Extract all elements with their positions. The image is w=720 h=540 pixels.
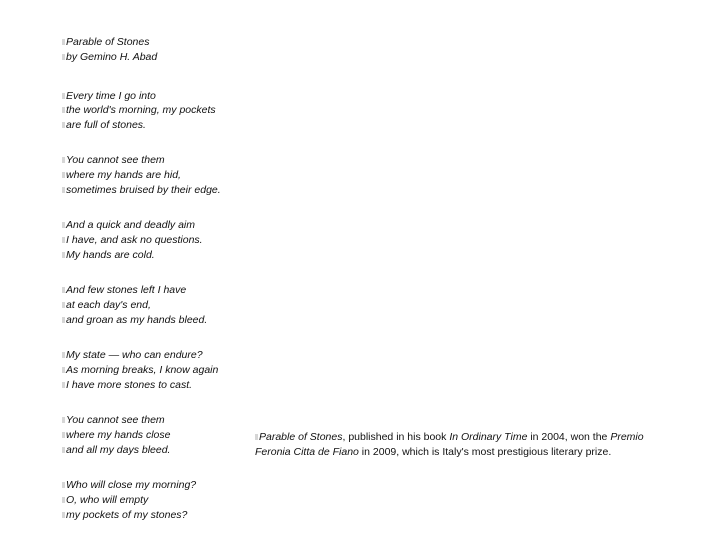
poem-line-text: and all my days bleed. (66, 443, 171, 456)
poem-line (62, 363, 262, 378)
poem-line-text: As morning breaks, I know again (66, 363, 219, 376)
poem-line-text: And a quick and deadly aim (66, 219, 195, 232)
poem-line-text: and groan as my hands bleed. (66, 313, 208, 326)
bullet-marker (62, 39, 65, 45)
poem-line (62, 478, 262, 493)
bullet-marker (62, 54, 65, 60)
poem-line (62, 378, 262, 393)
poem-line (62, 508, 262, 523)
poem-line (62, 233, 262, 248)
bullet-marker (62, 512, 65, 518)
bullet-marker (62, 317, 65, 323)
poem-line-text: Who will close my morning? (66, 478, 197, 491)
bullet-marker (62, 432, 65, 438)
poem-line-text: the world's morning, my pockets (66, 104, 216, 117)
poem-line-text: My hands are cold. (66, 248, 155, 261)
poem-byline-line (62, 50, 262, 65)
bullet-marker (62, 482, 65, 488)
poem-line-text: Every time I go into (66, 89, 156, 102)
poem-line-text: I have, and ask no questions. (66, 234, 203, 247)
poem-line-text: are full of stones. (66, 119, 146, 132)
stanza-4 (62, 283, 262, 327)
poem-line-text: my pockets of my stones? (66, 508, 188, 521)
poem-line-text: I have more stones to cast. (66, 378, 193, 391)
stanza-3 (62, 218, 262, 262)
poem-column (62, 35, 262, 522)
bullet-marker (62, 302, 65, 308)
bullet-marker (62, 447, 65, 453)
bullet-marker (62, 352, 65, 358)
poem-line (62, 493, 262, 508)
poem-line (62, 248, 262, 263)
poem-line (62, 103, 262, 118)
bullet-marker (62, 187, 65, 193)
bullet-marker (255, 434, 258, 440)
poem-line (62, 443, 262, 458)
poem-line-text: sometimes bruised by their edge. (66, 184, 221, 197)
poem-line (62, 283, 262, 298)
poem-byline: by Gemino H. Abad (66, 50, 158, 63)
poem-line-text: And few stones left I have (66, 284, 187, 297)
poem-line (62, 118, 262, 133)
poem-line (62, 313, 262, 328)
poem-line (62, 89, 262, 104)
poem-line (62, 298, 262, 313)
poem-line (62, 348, 262, 363)
poem-line (62, 153, 262, 168)
poem-line (62, 413, 262, 428)
note-text: in 2009, which is Italy's most prestigious literary prize. (358, 445, 612, 458)
award-note-line-2 (255, 445, 685, 460)
poem-line-text: You cannot see them (66, 154, 165, 167)
note-text: , published in his book (342, 431, 450, 443)
stanza-5 (62, 348, 262, 392)
poem-title-line (62, 35, 262, 50)
poem-line (62, 428, 262, 443)
poem-line (62, 218, 262, 233)
bullet-marker (62, 107, 65, 113)
poem-line-text: My state — who can endure? (66, 349, 203, 362)
bullet-marker (62, 367, 65, 373)
note-poem-title: Parable of Stones (259, 431, 343, 443)
poem-line (62, 168, 262, 183)
bullet-marker (62, 122, 65, 128)
award-note (255, 430, 685, 460)
poem-line-text: O, who will empty (66, 493, 149, 506)
bullet-marker (62, 172, 65, 178)
stanza-1 (62, 89, 262, 133)
poem-line-text: You cannot see them (66, 414, 165, 427)
poem-line-text: at each day's end, (66, 299, 151, 312)
poem-line (62, 183, 262, 198)
stanza-7 (62, 478, 262, 522)
stanza-6 (62, 413, 262, 457)
bullet-marker (62, 157, 65, 163)
poem-line-text: where my hands are hid, (66, 169, 181, 182)
note-text: in 2004, won the (527, 431, 611, 443)
bullet-marker (62, 417, 65, 423)
poem-line-text: where my hands close (66, 428, 171, 441)
bullet-marker (62, 222, 65, 228)
bullet-marker (62, 252, 65, 258)
note-prize-name: Premio (610, 431, 644, 443)
bullet-marker (62, 93, 65, 99)
stanza-2 (62, 153, 262, 197)
bullet-marker (62, 382, 65, 388)
poem-title: Parable of Stones (66, 36, 150, 48)
award-note-line-1 (255, 430, 685, 445)
bullet-marker (62, 287, 65, 293)
note-book-title: In Ordinary Time (449, 431, 528, 443)
bullet-marker (62, 497, 65, 503)
note-prize-name: Feronia Citta de Fiano (255, 445, 359, 458)
bullet-marker (62, 237, 65, 243)
poem-heading (62, 35, 262, 65)
